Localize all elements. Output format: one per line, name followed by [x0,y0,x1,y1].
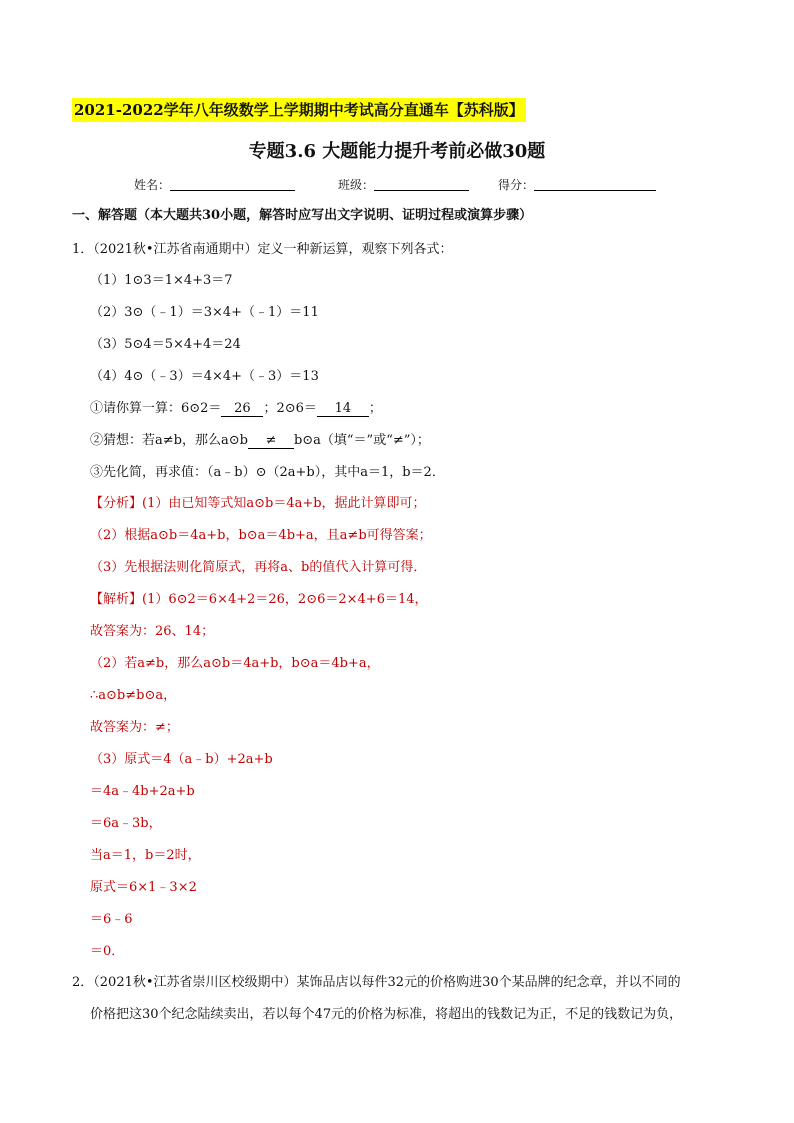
analysis-line-3: （3）先根据法则化简原式，再将a、b的值代入计算可得． [90,560,427,575]
solution-line-10: 原式＝6×1﹣3×2 [90,880,197,895]
name-field [134,176,295,193]
part-1-answer-2: 14 [317,402,369,417]
solution-text-1: (1）6⊙2＝6×4+2＝26，2⊙6＝2×4+6＝14， [142,592,428,607]
solution-line-2: 故答案为：26、14； [90,624,215,639]
question-1-stem: 1．（2021秋•江苏省南通期中）定义一种新运算，观察下列各式： [72,242,453,257]
part-2-answer: ≠ [248,434,294,449]
example-3: （3）5⊙4＝5×4+4＝24 [90,337,241,352]
score-field [498,176,656,193]
part-1-text-b: ；2⊙6＝ [263,401,317,416]
solution-line-9: 当a＝1，b＝2时， [90,848,201,863]
analysis-text-1: (1）由已知等式知a⊙b＝4a+b，据此计算即可； [142,496,426,511]
solution-line-1 [90,591,428,609]
part-1-text-c: ； [368,401,382,416]
part-2-text-a: ②猜想：若a≠b，那么a⊙b [90,433,248,448]
analysis-line-2: （2）根据a⊙b＝4a+b，b⊙a＝4b+a，且a≠b可得答案； [90,528,432,543]
question-2-line-1: 2．（2021秋•江苏省崇川区校级期中）某饰品店以每件32元的价格购进30个某品牌的纪念章，并以不同的 [72,975,681,990]
question-1-part-3: ③先化简，再求值：（a﹣b）⊙（2a+b），其中a＝1，b＝2． [90,465,445,480]
part-1-answer-1: 26 [221,402,263,417]
solution-line-12: ＝0． [90,944,125,959]
analysis-line-1 [90,495,426,513]
solution-line-8: ＝6a﹣3b， [90,816,162,831]
class-blank [374,178,469,191]
score-label: 得分： [498,178,535,192]
class-label: 班级： [338,178,375,192]
question-1-part-2 [90,432,430,450]
analysis-tag: 【分析】 [90,496,143,511]
example-4: （4）4⊙（﹣3）＝4×4+（﹣3）＝13 [90,369,319,384]
solution-line-5: 故答案为：≠； [90,720,179,735]
solution-line-4: ∴a⊙b≠b⊙a， [90,688,177,703]
example-2: （2）3⊙（﹣1）＝3×4+（﹣1）＝11 [90,305,319,320]
name-blank [170,178,295,191]
solution-line-6: （3）原式＝4（a﹣b）+2a+b [90,752,273,767]
part-2-text-b: b⊙a（填“＝”或“≠”）； [293,433,430,448]
solution-line-7: ＝4a﹣4b+2a+b [90,784,195,799]
solution-line-3: （2）若a≠b，那么a⊙b＝4a+b，b⊙a＝4b+a， [90,656,380,671]
solution-tag: 【解析】 [90,592,143,607]
course-banner: 2021-2022学年八年级数学上学期期中考试高分直通车【苏科版】 [72,98,526,122]
question-2-line-2: 价格把这30个纪念陆续卖出，若以每个47元的价格为标准，将超出的钱数记为正，不足的钱数记为负， [90,1007,683,1022]
solution-line-11: ＝6﹣6 [90,912,133,927]
question-1-part-1 [90,400,382,418]
page-title: 专题3.6 大题能力提升考前必做30题 [248,141,546,162]
class-field [338,176,469,193]
section-heading: 一、解答题（本大题共30小题，解答时应写出文字说明、证明过程或演算步骤） [72,208,533,223]
name-label: 姓名： [134,178,171,192]
example-1: （1）1⊙3＝1×4+3＝7 [90,273,233,288]
score-blank [534,178,656,191]
part-1-text-a: ①请你算一算：6⊙2＝ [90,401,222,416]
